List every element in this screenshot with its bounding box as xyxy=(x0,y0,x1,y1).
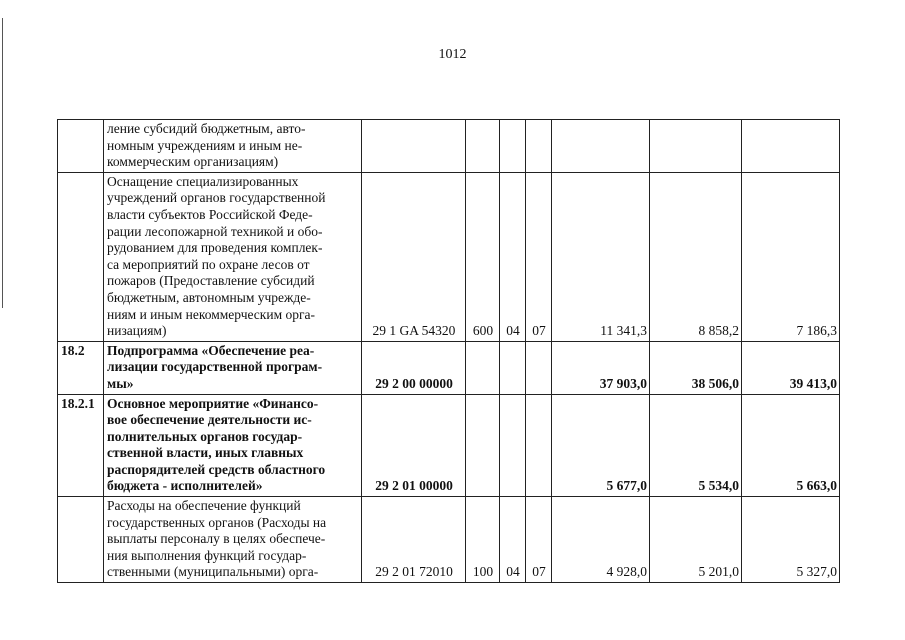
subsection-code-text: 07 xyxy=(532,323,546,339)
table-row xyxy=(58,497,840,583)
target-article-code xyxy=(362,172,466,341)
row-name xyxy=(104,497,362,583)
row-number xyxy=(58,497,104,583)
amount-year-1-text: 4 928,0 xyxy=(606,564,647,580)
table-row xyxy=(58,120,840,173)
target-article-code xyxy=(362,497,466,583)
amount-year-3-text: 5 327,0 xyxy=(796,564,837,580)
subsection-code xyxy=(526,341,552,394)
section-code xyxy=(500,394,526,497)
section-code xyxy=(500,497,526,583)
row-name xyxy=(104,172,362,341)
expense-type-code xyxy=(466,394,500,497)
target-article-code xyxy=(362,341,466,394)
amount-year-3 xyxy=(742,497,840,583)
section-code xyxy=(500,120,526,173)
amount-year-2 xyxy=(650,120,742,173)
subsection-code xyxy=(526,120,552,173)
row-name xyxy=(104,120,362,173)
amount-year-2 xyxy=(650,394,742,497)
amount-year-1 xyxy=(552,120,650,173)
section-code-text: 04 xyxy=(506,323,520,339)
amount-year-1-text: 37 903,0 xyxy=(599,375,647,391)
target-article-code xyxy=(362,394,466,497)
budget-table xyxy=(57,119,840,583)
amount-year-1-text: 5 677,0 xyxy=(606,478,647,494)
amount-year-2-text: 5 201,0 xyxy=(698,564,739,580)
expense-type-code xyxy=(466,497,500,583)
amount-year-3-text: 39 413,0 xyxy=(789,375,837,391)
amount-year-3 xyxy=(742,341,840,394)
amount-year-1 xyxy=(552,394,650,497)
expense-type-code-text: 100 xyxy=(472,564,494,580)
expense-type-code xyxy=(466,341,500,394)
expense-type-code-text: 600 xyxy=(472,323,494,339)
amount-year-3 xyxy=(742,120,840,173)
target-article-code-text: 29 2 01 72010 xyxy=(375,564,453,580)
expense-type-code xyxy=(466,172,500,341)
section-code xyxy=(500,341,526,394)
row-number xyxy=(58,394,104,497)
table-body xyxy=(58,120,840,583)
section-code xyxy=(500,172,526,341)
row-number-text: 18.2 xyxy=(61,342,85,358)
row-name-text: Подпрограмма «Обеспечение реа- лизации государственной програм- мы» xyxy=(107,342,323,391)
amount-year-2 xyxy=(650,497,742,583)
target-article-code xyxy=(362,120,466,173)
row-number xyxy=(58,172,104,341)
subsection-code xyxy=(526,394,552,497)
row-number-text: 18.2.1 xyxy=(61,395,95,411)
table-row xyxy=(58,341,840,394)
row-name-text: Расходы на обеспечение функций государственных органов (Расходы на выплаты персоналу в целях обеспече- ния выполнения функций государ- ственными (муниципальными) орга- xyxy=(107,498,327,580)
amount-year-3 xyxy=(742,394,840,497)
subsection-code-text: 07 xyxy=(532,564,546,580)
row-number xyxy=(58,341,104,394)
table-row xyxy=(58,394,840,497)
row-name-text: Оснащение специализированных учреждений органов государственной власти субъектов Российской Феде- рации лесопожарной техникой и обо- рудованием для проведения комплек- са мероприятий по охране лесов от пожаров (Предоставление субсидий бюджетным, автономным учрежде- ниям и иным некоммерческим орга- низациям) xyxy=(107,173,326,339)
amount-year-3-text: 5 663,0 xyxy=(796,478,837,494)
row-name-text: Основное мероприятие «Финансо- вое обеспечение деятельности ис- полнительных органов государ- ственной власти, иных главных распорядителей средств областного бюджета - исполнителей» xyxy=(107,395,326,494)
page-number: 1012 xyxy=(438,47,467,62)
amount-year-2-text: 5 534,0 xyxy=(698,478,739,494)
amount-year-2-text: 38 506,0 xyxy=(691,375,739,391)
amount-year-2 xyxy=(650,341,742,394)
amount-year-3 xyxy=(742,172,840,341)
amount-year-1 xyxy=(552,341,650,394)
row-number xyxy=(58,120,104,173)
table-row xyxy=(58,172,840,341)
subsection-code xyxy=(526,172,552,341)
amount-year-1-text: 11 341,3 xyxy=(600,323,647,339)
row-name xyxy=(104,341,362,394)
target-article-code-text: 29 2 00 00000 xyxy=(375,375,453,391)
amount-year-1 xyxy=(552,172,650,341)
section-code-text: 04 xyxy=(506,564,520,580)
target-article-code-text: 29 1 GA 54320 xyxy=(372,323,456,339)
amount-year-1 xyxy=(552,497,650,583)
amount-year-2 xyxy=(650,172,742,341)
row-name xyxy=(104,394,362,497)
row-name-text: ление субсидий бюджетным, авто- номным учреждениям и иным не- коммерческим организациям) xyxy=(107,121,306,170)
expense-type-code xyxy=(466,120,500,173)
amount-year-3-text: 7 186,3 xyxy=(796,323,837,339)
target-article-code-text: 29 2 01 00000 xyxy=(375,478,453,494)
subsection-code xyxy=(526,497,552,583)
amount-year-2-text: 8 858,2 xyxy=(698,323,739,339)
